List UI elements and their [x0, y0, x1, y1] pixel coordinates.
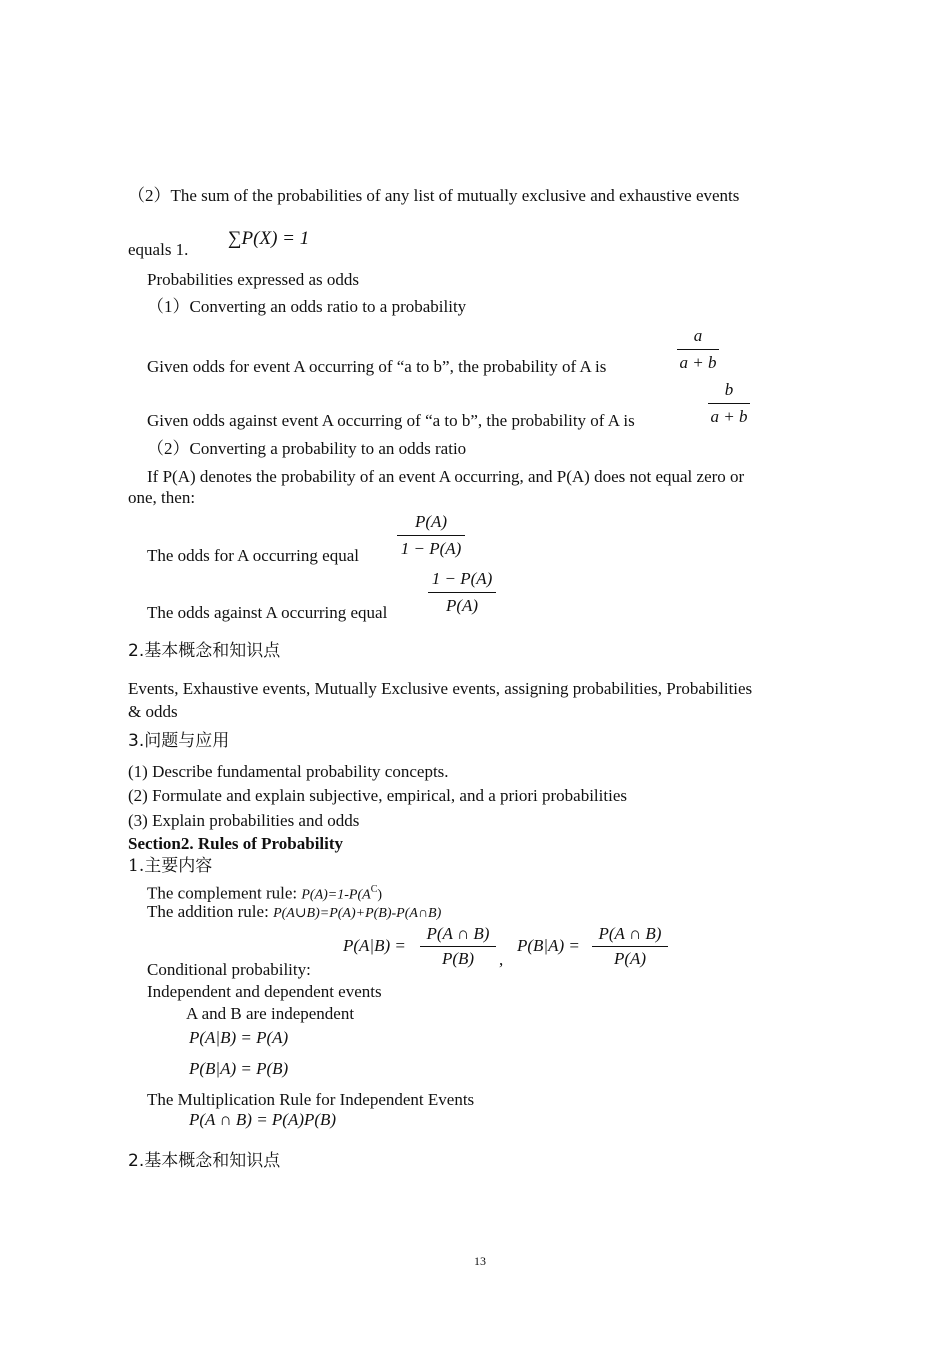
fraction-numerator: P(A): [414, 512, 448, 531]
page-number: 13: [474, 1254, 486, 1268]
conditional-comma: ,: [499, 950, 504, 969]
independence-formula-2: P(B|A) = P(B): [189, 1059, 289, 1078]
fraction-numerator: a: [693, 326, 703, 345]
fraction-denominator: 1 − P(A): [400, 539, 462, 558]
if-line-cont: one, then:: [128, 488, 196, 507]
independence-formula-1: P(A|B) = P(A): [189, 1028, 289, 1047]
odds-heading: Probabilities expressed as odds: [147, 270, 359, 289]
fraction-numerator: b: [724, 380, 734, 399]
question-2: (2) Formulate and explain subjective, empirical, and a priori probabilities: [128, 786, 627, 805]
question-3: (3) Explain probabilities and odds: [128, 811, 360, 830]
section-title: Section2. Rules of Probability: [128, 834, 344, 853]
addition-rule: [147, 902, 441, 924]
fraction-cond-2: [592, 924, 668, 972]
conditional-lhs-1: P(A|B) =: [343, 936, 406, 955]
odds-against-text: The odds against A occurring equal: [147, 603, 388, 622]
fraction-denominator: a + b: [710, 407, 748, 426]
odds-conversion-2: （2）Converting a probability to an odds ratio: [147, 439, 467, 458]
fraction-denominator: P(B): [441, 949, 475, 968]
conditional-label: Conditional probability:: [147, 960, 311, 979]
fraction-cond-1: [420, 924, 496, 972]
main-content-heading: 1.主要内容: [128, 856, 213, 876]
heading-basic-concepts-2: 2.基本概念和知识点: [128, 1151, 281, 1171]
fraction-denominator: P(A): [613, 949, 647, 968]
fraction-b-over-a-plus-b: [708, 380, 750, 432]
sum-rule-line-cont: equals 1.: [128, 240, 189, 259]
complement-close: ): [377, 887, 383, 903]
heading-problems: 3.问题与应用: [128, 731, 230, 751]
fraction-bar: [592, 946, 668, 947]
complement-label: The complement rule:: [147, 883, 298, 903]
given-odds-for-text: Given odds for event A occurring of “a to b”, the probability of A is: [147, 357, 607, 376]
complement-superscript: C: [370, 884, 378, 895]
sum-formula: ∑P(X) = 1: [228, 228, 310, 249]
sum-rule-line: （2）The sum of the probabilities of any list of mutually exclusive and exhaustive events: [128, 186, 740, 205]
fraction-bar: [420, 946, 496, 947]
fraction-bar: [428, 592, 496, 593]
complement-formula: P(A)=1-P(A: [301, 887, 371, 903]
fraction-numerator: P(A ∩ B): [598, 924, 662, 943]
if-line: If P(A) denotes the probability of an event A occurring, and P(A) does not equal zero or: [147, 467, 745, 486]
odds-conversion-1: （1）Converting an odds ratio to a probability: [147, 297, 467, 316]
ab-independent: A and B are independent: [186, 1004, 355, 1023]
multiplication-formula: P(A ∩ B) = P(A)P(B): [189, 1110, 337, 1129]
fraction-numerator: 1 − P(A): [431, 569, 493, 588]
independent-heading: Independent and dependent events: [147, 982, 382, 1001]
heading-basic-concepts: 2.基本概念和知识点: [128, 641, 281, 661]
fraction-odds-for: [397, 512, 465, 564]
fraction-bar: [708, 403, 750, 404]
fraction-bar: [397, 535, 465, 536]
events-line-cont: & odds: [128, 702, 178, 721]
given-odds-against-text: Given odds against event A occurring of “a to b”, the probability of A is: [147, 411, 635, 430]
multiplication-rule: The Multiplication Rule for Independent Events: [147, 1090, 475, 1109]
addition-formula: P(A∪B)=P(A)+P(B)-P(A∩B): [273, 906, 442, 921]
fraction-denominator: P(A): [445, 596, 479, 615]
fraction-a-over-a-plus-b: [677, 326, 719, 378]
addition-label: The addition rule:: [147, 902, 269, 921]
odds-for-text: The odds for A occurring equal: [147, 546, 359, 565]
fraction-numerator: P(A ∩ B): [426, 924, 490, 943]
fraction-bar: [677, 349, 719, 350]
conditional-lhs-2: P(B|A) =: [517, 936, 580, 955]
events-line: Events, Exhaustive events, Mutually Exclusive events, assigning probabilities, Probabilities: [128, 679, 753, 698]
question-1: (1) Describe fundamental probability concepts.: [128, 762, 449, 781]
fraction-odds-against: [428, 569, 496, 621]
fraction-denominator: a + b: [679, 353, 717, 372]
